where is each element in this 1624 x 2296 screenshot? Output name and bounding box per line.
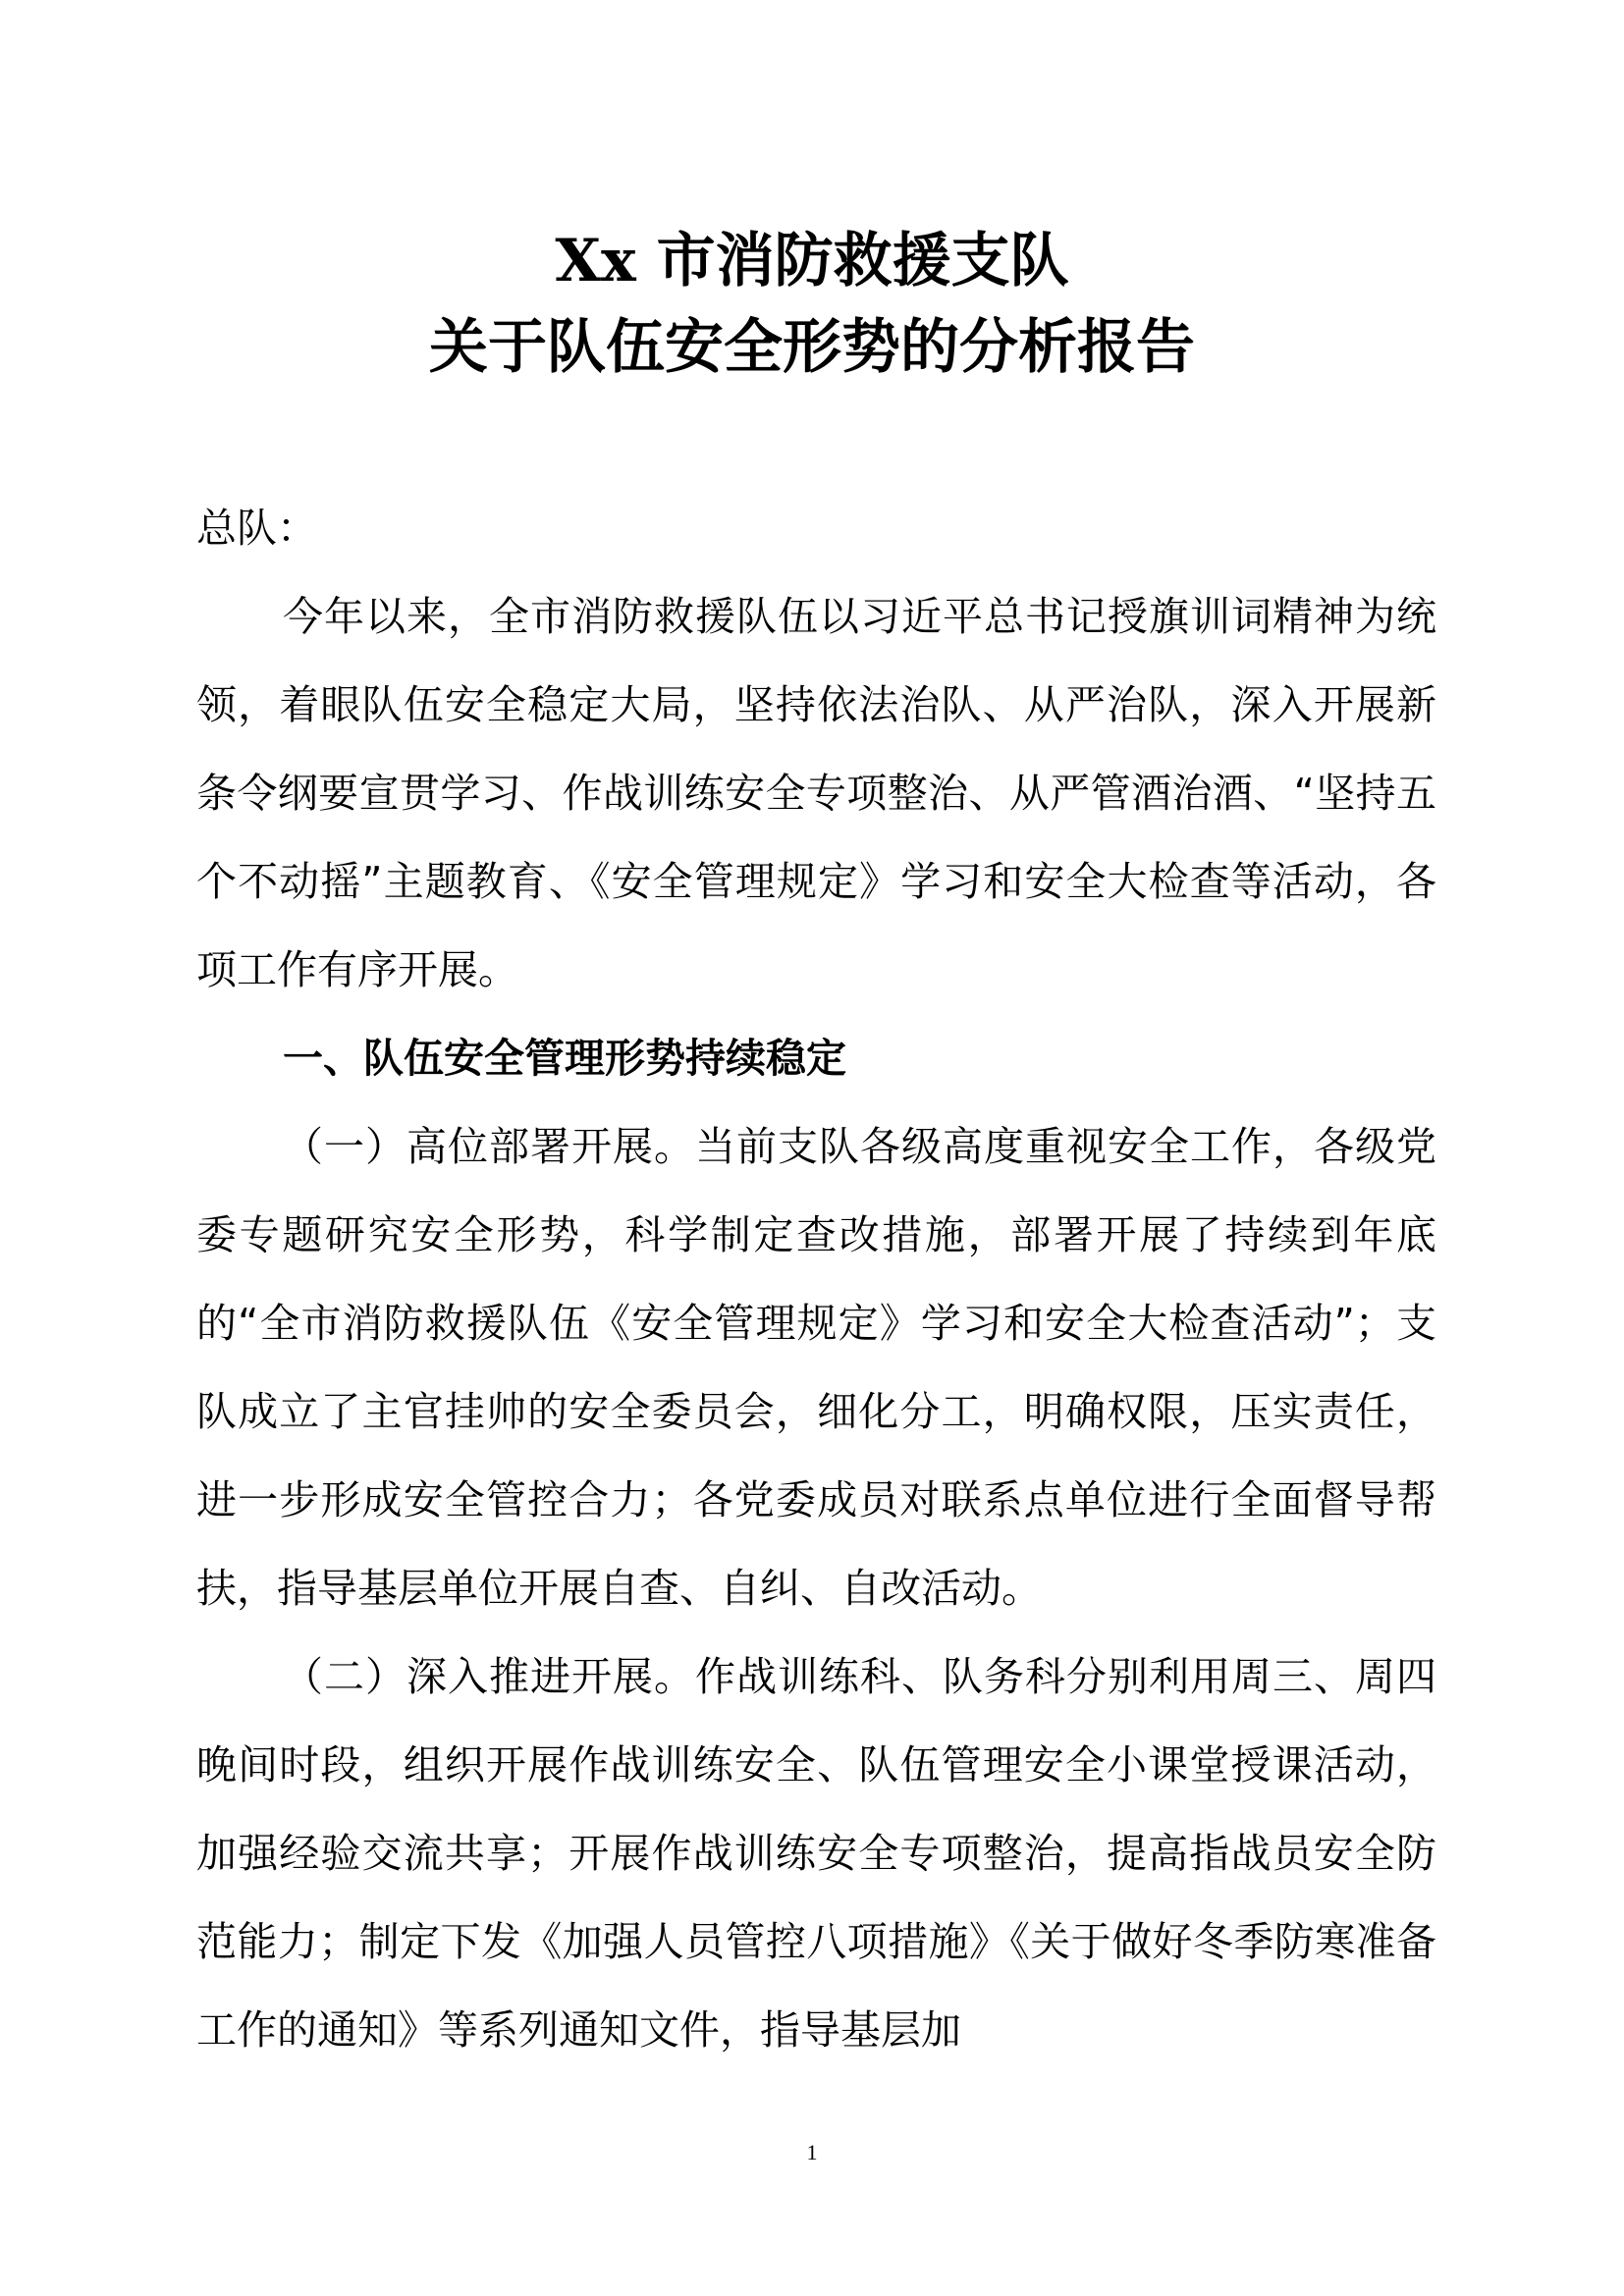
title-line-2: 关于队伍安全形势的分析报告	[429, 313, 1195, 382]
salutation: 总队：	[196, 505, 317, 552]
title-line-1: Xx 市消防救援支队	[555, 227, 1069, 295]
paragraph-intro: 今年以来，全市消防救援队伍以习近平总书记授旗训词精神为统领，着眼队伍安全稳定大局，坚持依法治队、从严治队，深入开展新条令纲要宣贯学习、作战训练安全专项整治、从严管酒治酒、“坚持五个不动摇”主题教育、《安全管理规定》学习和安全大检查等活动，各项工作有序开展。	[196, 593, 1436, 993]
document-title	[0, 218, 1624, 391]
paragraph-subsection-2: （二）深入推进开展。作战训练科、队务科分别利用周三、周四晚间时段，组织开展作战训练安全、队伍管理安全小课堂授课活动，加强经验交流共享；开展作战训练安全专项整治，提高指战员安全防范能力；制定下发《加强人员管控八项措施》《关于做好冬季防寒准备工作的通知》等系列通知文件，指导基层加	[196, 1653, 1436, 2054]
page-number: 1	[806, 2140, 818, 2164]
document-body	[196, 484, 1436, 2074]
section-heading-1: 一、队伍安全管理形势持续稳定	[283, 1035, 846, 1082]
paragraph-subsection-1: （一）高位部署开展。当前支队各级高度重视安全工作，各级党委专题研究安全形势，科学制定查改措施，部署开展了持续到年底的“全市消防救援队伍《安全管理规定》学习和安全大检查活动”；支队成立了主官挂帅的安全委员会，细化分工，明确权限，压实责任，进一步形成安全管控合力；各党委成员对联系点单位进行全面督导帮扶，指导基层单位开展自查、自纠、自改活动。	[196, 1123, 1436, 1612]
